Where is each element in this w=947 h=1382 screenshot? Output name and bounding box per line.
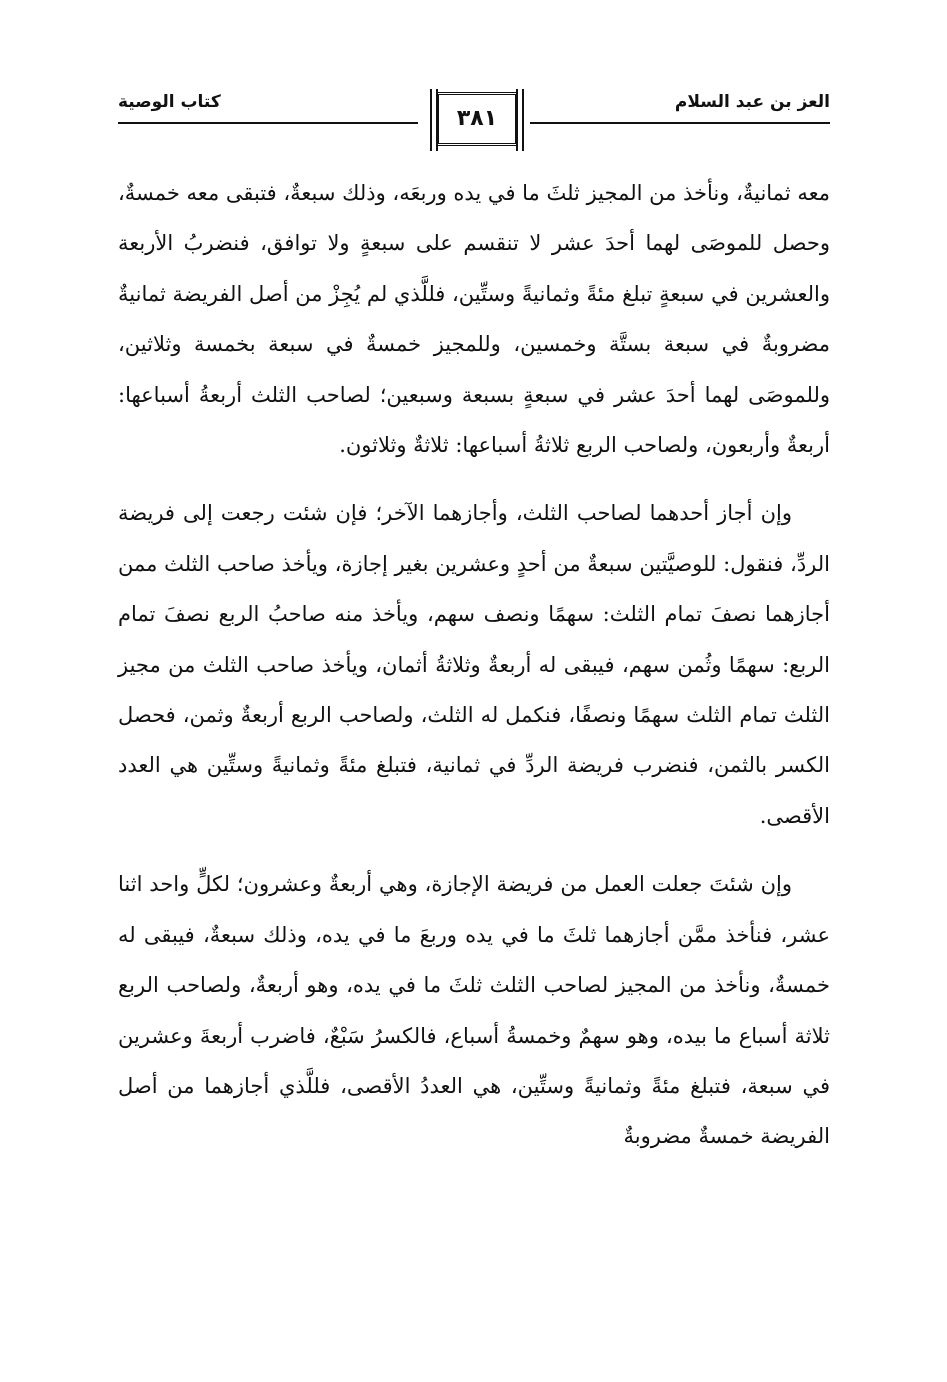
paragraph-3: وإن شئتَ جعلت العمل من فريضة الإجازة، وهي أربعةٌ وعشرون؛ لكلٍّ واحد اثنا عشر، فنأخذ ممَّن أجازهما ثلثَ ما في يده وربعَ ما في يده، وذلك سبعةٌ، فيبقى له خمسةٌ، ونأخذ من المجيز لصاحب الثلث ثلثَ ما في يده، وهو أربعةٌ، ولصاحب الربع ثلاثة أسباع ما بيده، وهو سهمٌ وخمسةُ أسباع، فالكسرُ سَبْعٌ، فاضرب أربعةَ وعشرين في سبعة، فتبلغ مئةً وثمانيةً وستِّين، هي العددُ الأقصى، فللَّذي أجازهما من أصل الفريضة خمسةٌ مضروبةٌ: [118, 872, 830, 1149]
paragraph-1: معه ثمانيةٌ، ونأخذ من المجيز ثلثَ ما في يده وربعَه، وذلك سبعةٌ، فتبقى معه خمسةٌ، وحصل للموصَى لهما أحدَ عشر لا تنقسم على سبعةٍ ولا توافق، فنضربُ الأربعة والعشرين في سبعةٍ تبلغ مئةً وثمانيةً وستِّين، فللَّذي لم يُجِزْ من أصل الفريضة ثمانيةٌ مضروبةٌ في سبعة بستَّة وخمسين، وللمجيز خمسةٌ في سبعة بخمسة وثلاثين، وللموصَى لهما أحدَ عشر في سبعةٍ بسبعة وسبعين؛ لصاحب الثلث أربعةُ أسباعها: أربعةٌ وأربعون، ولصاحب الربع ثلاثةُ أسباعها: ثلاثةٌ وثلاثون.: [117, 181, 830, 458]
author-title: العز بن عبد السلام: [674, 92, 830, 112]
chapter-title: كتاب الوصية: [118, 92, 221, 112]
header-rule-left: [118, 122, 418, 124]
body-text: [118, 168, 830, 1162]
page-number: ٣٨١: [456, 106, 498, 131]
paragraph-2: وإن أجاز أحدهما لصاحب الثلث، وأجازهما الآخر؛ فإن شئت رجعت إلى فريضة الردِّ، فنقول: للوصيَّتين سبعةٌ من أحدٍ وعشرين بغير إجازة، ويأخذ صاحب الثلث ممن أجازهما نصفَ تمام الثلث: سهمًا ونصف سهم، ويأخذ منه صاحبُ الربع نصفَ تمام الربع: سهمًا وثُمن سهم، فيبقى له أربعةٌ وثلاثةُ أثمان، ويأخذ صاحب الثلث من مجيز الثلث تمام الثلث سهمًا ونصفًا، فنكمل له الثلث، ولصاحب الربع أربعةٌ وثمن، فحصل الكسر بالثمن، فنضرب فريضة الردِّ في ثمانية، فتبلغ مئةً وثمانيةً وستِّين هي العدد الأقصى.: [118, 501, 830, 828]
running-header: [118, 86, 830, 156]
page-number-frame: [436, 92, 518, 146]
header-rule-right: [530, 122, 830, 124]
